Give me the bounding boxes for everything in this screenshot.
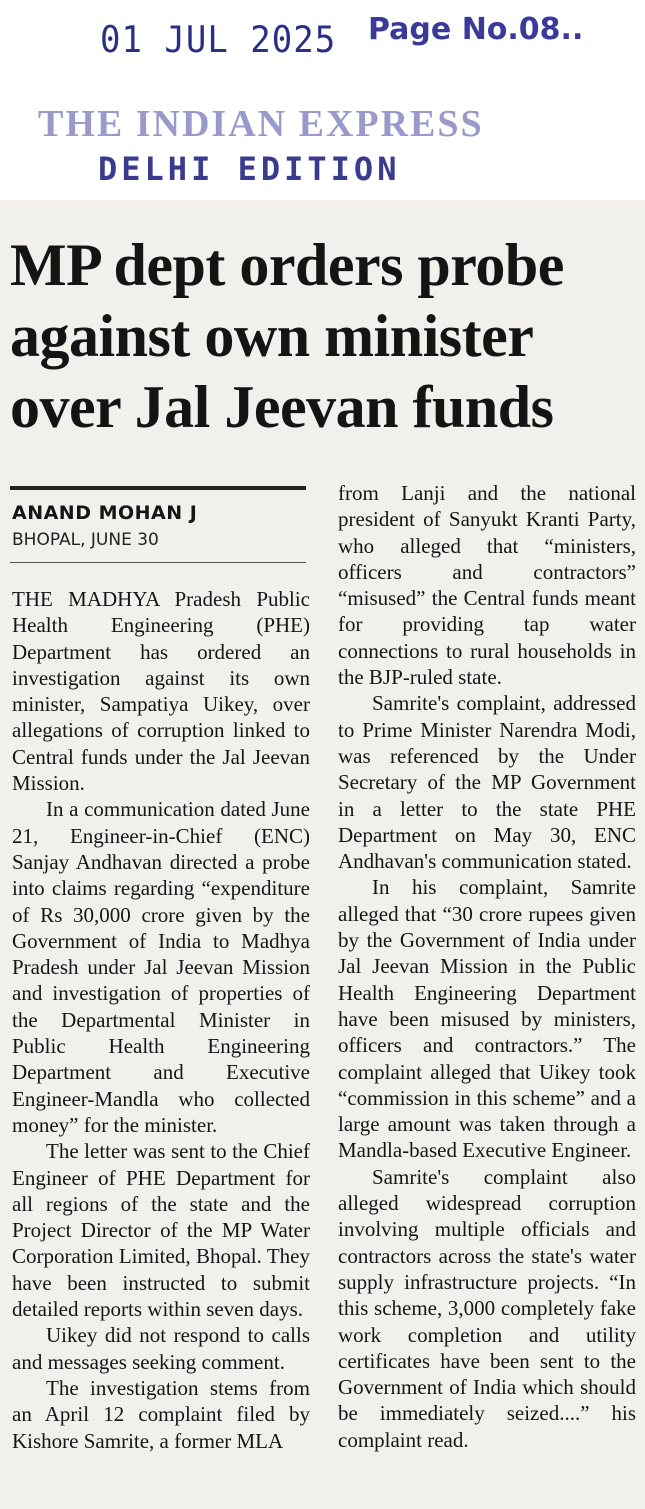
paragraph: Samrite's complaint also alleged widespread corruption involving multiple officials and contractors across the state's water supply infrastructure projects. “In this scheme, 3,000 completely fake work completion and utility certificates have been sent to the Government of India which should be immediately seized....” his complaint read. bbox=[338, 1164, 636, 1452]
article-dateline: BHOPAL, JUNE 30 bbox=[12, 530, 159, 550]
paragraph: In a communication dated June 21, Engineer-in-Chief (ENC) Sanjay Andhavan directed a probe into claims regarding “expenditure of Rs 30,000 crore given by the Government of India to Madhya Pradesh under Jal Jeevan Mission and investigation of properties of the Departmental Minister in Public Health Engineering Department and Executive Engineer-Mandla who collected money” for the minister. bbox=[12, 797, 310, 1137]
edition-stamp: DELHI EDITION bbox=[98, 150, 401, 188]
article-byline: ANAND MOHAN J bbox=[12, 502, 198, 524]
newspaper-clipping bbox=[0, 200, 645, 1509]
article-column-2 bbox=[338, 480, 636, 1453]
paragraph: Samrite's complaint, addressed to Prime Minister Narendra Modi, was referenced by the Under Secretary of the MP Government in a letter to the state PHE Department on May 30, ENC Andhavan's communication stated. bbox=[338, 691, 636, 874]
article-column-1 bbox=[12, 586, 310, 1454]
paragraph: In his complaint, Samrite alleged that “30 crore rupees given by the Government of India under Jal Jeevan Mission in the Public Health Engineering Department have been misused by ministers, officers and contractors.” The complaint alleged that Uikey took “commission in this scheme” and a large amount was taken through a Mandla-based Executive Engineer. bbox=[338, 875, 636, 1163]
stamp-date: 01 JUL 2025 bbox=[100, 18, 337, 62]
stamp-page-number: Page No.08.. bbox=[368, 12, 584, 47]
dateline-rule bbox=[10, 562, 306, 563]
paragraph: The letter was sent to the Chief Engineer of PHE Department for all regions of the state and the Project Director of the MP Water Corporation Limited, Bhopal. They have been instructed to submit detailed reports within seven days. bbox=[12, 1139, 310, 1322]
paragraph: from Lanji and the national president of Sanyukt Kranti Party, who alleged that “ministers, officers and contractors” “misused” the Central funds meant for providing tap water connections to rural households in the BJP-ruled state. bbox=[338, 481, 636, 690]
stamp-area bbox=[0, 0, 645, 200]
paragraph: The investigation stems from an April 12 complaint filed by Kishore Samrite, a former MLA bbox=[12, 1375, 310, 1453]
article-headline: MP dept orders probe against own minister over Jal Jeevan funds bbox=[10, 232, 564, 440]
byline-rule bbox=[10, 486, 306, 490]
paragraph: Uikey did not respond to calls and messages seeking comment. bbox=[12, 1323, 310, 1374]
paragraph: THE MADHYA Pradesh Public Health Engineering (PHE) Department has ordered an investigation against its own minister, Sampatiya Uikey, over allegations of corruption linked to Central funds under the Jal Jeevan Mission. bbox=[12, 587, 310, 796]
newspaper-stamp: THE INDIAN EXPRESS bbox=[38, 103, 484, 145]
